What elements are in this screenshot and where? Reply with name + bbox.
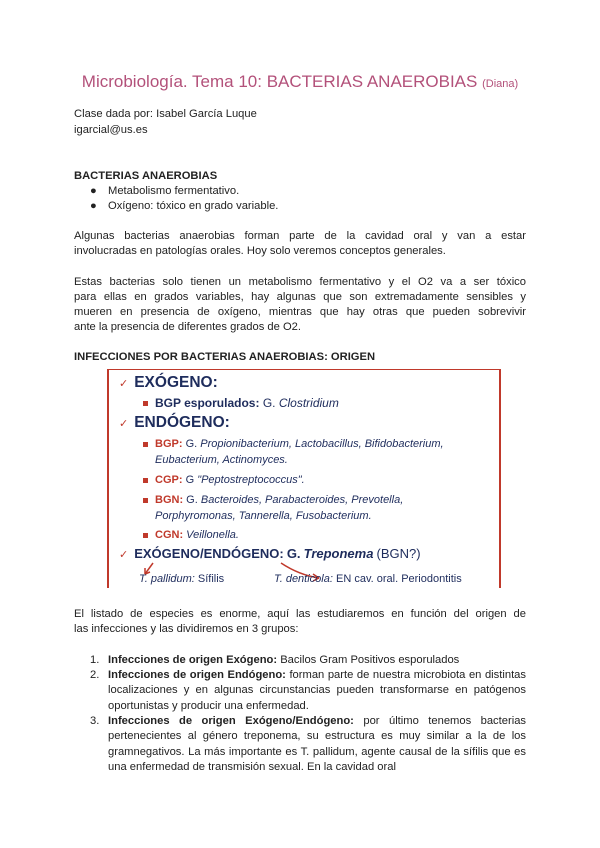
bullet-icon: ● — [90, 200, 97, 212]
list-item — [90, 668, 526, 714]
list-number: 1. — [90, 654, 100, 666]
checkmark-icon: ✓ — [119, 549, 129, 561]
list-label: Infecciones de origen Exógeno: — [108, 654, 278, 666]
list-item — [90, 653, 526, 668]
list-text: por último tenemos bacterias pertenecientes al género treponema, su estructura es muy similar a la de los gramnegativos. La más importante es T. pallidum, agente causal de la sífilis que es una enfermedad de transmisión sexual. En la cavidad oral — [108, 715, 527, 773]
slide-cgn-item: CGN: Veillonella. — [143, 529, 239, 541]
list-item — [90, 199, 278, 214]
paragraph-line: para ellas en grados variables, hay algunas que son extremadamente sensibles y — [74, 291, 526, 303]
page-title — [0, 72, 600, 92]
section-heading-origen: INFECCIONES POR BACTERIAS ANAEROBIAS: ORIGEN — [74, 351, 376, 363]
bullet-text: Metabolismo fermentativo. — [108, 185, 240, 197]
slide-arrows — [109, 370, 499, 588]
bullet-icon: ● — [90, 185, 97, 197]
slide-exogeno-item: BGP esporulados: G. Clostridium — [143, 396, 339, 410]
paragraph-line: Algunas bacterias anaerobias forman parte de la cavidad oral y van a estar — [74, 230, 526, 242]
list-number: 2. — [90, 669, 100, 681]
section-heading-anaerobias: BACTERIAS ANAEROBIAS — [74, 170, 218, 182]
slide-bgn-item-cont: Porphyromonas, Tannerella, Fusobacterium. — [155, 510, 372, 522]
origin-slide-image — [107, 369, 501, 588]
list-label: Infecciones de origen Exógeno/Endógeno: — [108, 715, 354, 727]
slide-bgp-item-cont: Eubacterium, Actinomyces. — [155, 454, 288, 466]
list-label: Infecciones de origen Endógeno: — [108, 669, 286, 681]
slide-bgp-item: BGP: G. Propionibacterium, Lactobacillus, Bifidobacterium, — [143, 438, 444, 450]
paragraph-line: Estas bacterias solo tienen un metabolismo fermentativo y el O2 va a ser tóxico — [74, 276, 526, 288]
list-text: Bacilos Gram Positivos esporulados — [280, 654, 460, 666]
paragraph-line: mueren en presencia de oxígeno, mientras que hay otras que pueden sobrevivir — [74, 306, 526, 318]
slide-cgp-item: CGP: G "Peptostreptococcus". — [143, 474, 305, 486]
slide-tdenticola: T. denticola: EN cav. oral. Periodontitis — [274, 573, 462, 585]
paragraph-line: involucradas en patologías orales. Hoy solo veremos conceptos generales. — [74, 245, 446, 257]
list-number: 3. — [90, 715, 100, 727]
author-email: igarcial@us.es — [74, 124, 148, 136]
title-note: (Diana) — [482, 78, 519, 90]
checkmark-icon: ✓ — [119, 418, 129, 430]
paragraph-line: El listado de especies es enorme, aquí las estudiaremos en función del origen de — [74, 608, 526, 620]
paragraph-line: ante la presencia de diferentes grados de O2. — [74, 321, 302, 333]
list-item — [90, 714, 526, 775]
list-text: forman parte de nuestra microbiota en distintas localizaciones y en algunas circunstancias pueden transformarse en patógenos oportunistas y producir una enfermedad. — [108, 669, 526, 712]
slide-exogeno-heading: ✓ EXÓGENO: — [119, 374, 218, 391]
slide-tpallidum: T. pallidum: Sífilis — [139, 573, 225, 585]
checkmark-icon: ✓ — [119, 378, 129, 390]
author-line: Clase dada por: Isabel García Luque — [74, 108, 257, 120]
title-text: Microbiología. Tema 10: BACTERIAS ANAEROBIAS — [81, 72, 478, 91]
list-item — [90, 184, 239, 199]
bullet-text: Oxígeno: tóxico en grado variable. — [108, 200, 279, 212]
slide-bgn-item: BGN: G. Bacteroides, Parabacteroides, Prevotella, — [143, 494, 403, 506]
paragraph-line: las infecciones y las dividiremos en 3 grupos: — [74, 623, 299, 635]
slide-endogeno-heading: ✓ ENDÓGENO: — [119, 414, 230, 431]
slide-exo-endo-heading: ✓ EXÓGENO/ENDÓGENO: G. Treponema (BGN?) — [119, 546, 421, 561]
